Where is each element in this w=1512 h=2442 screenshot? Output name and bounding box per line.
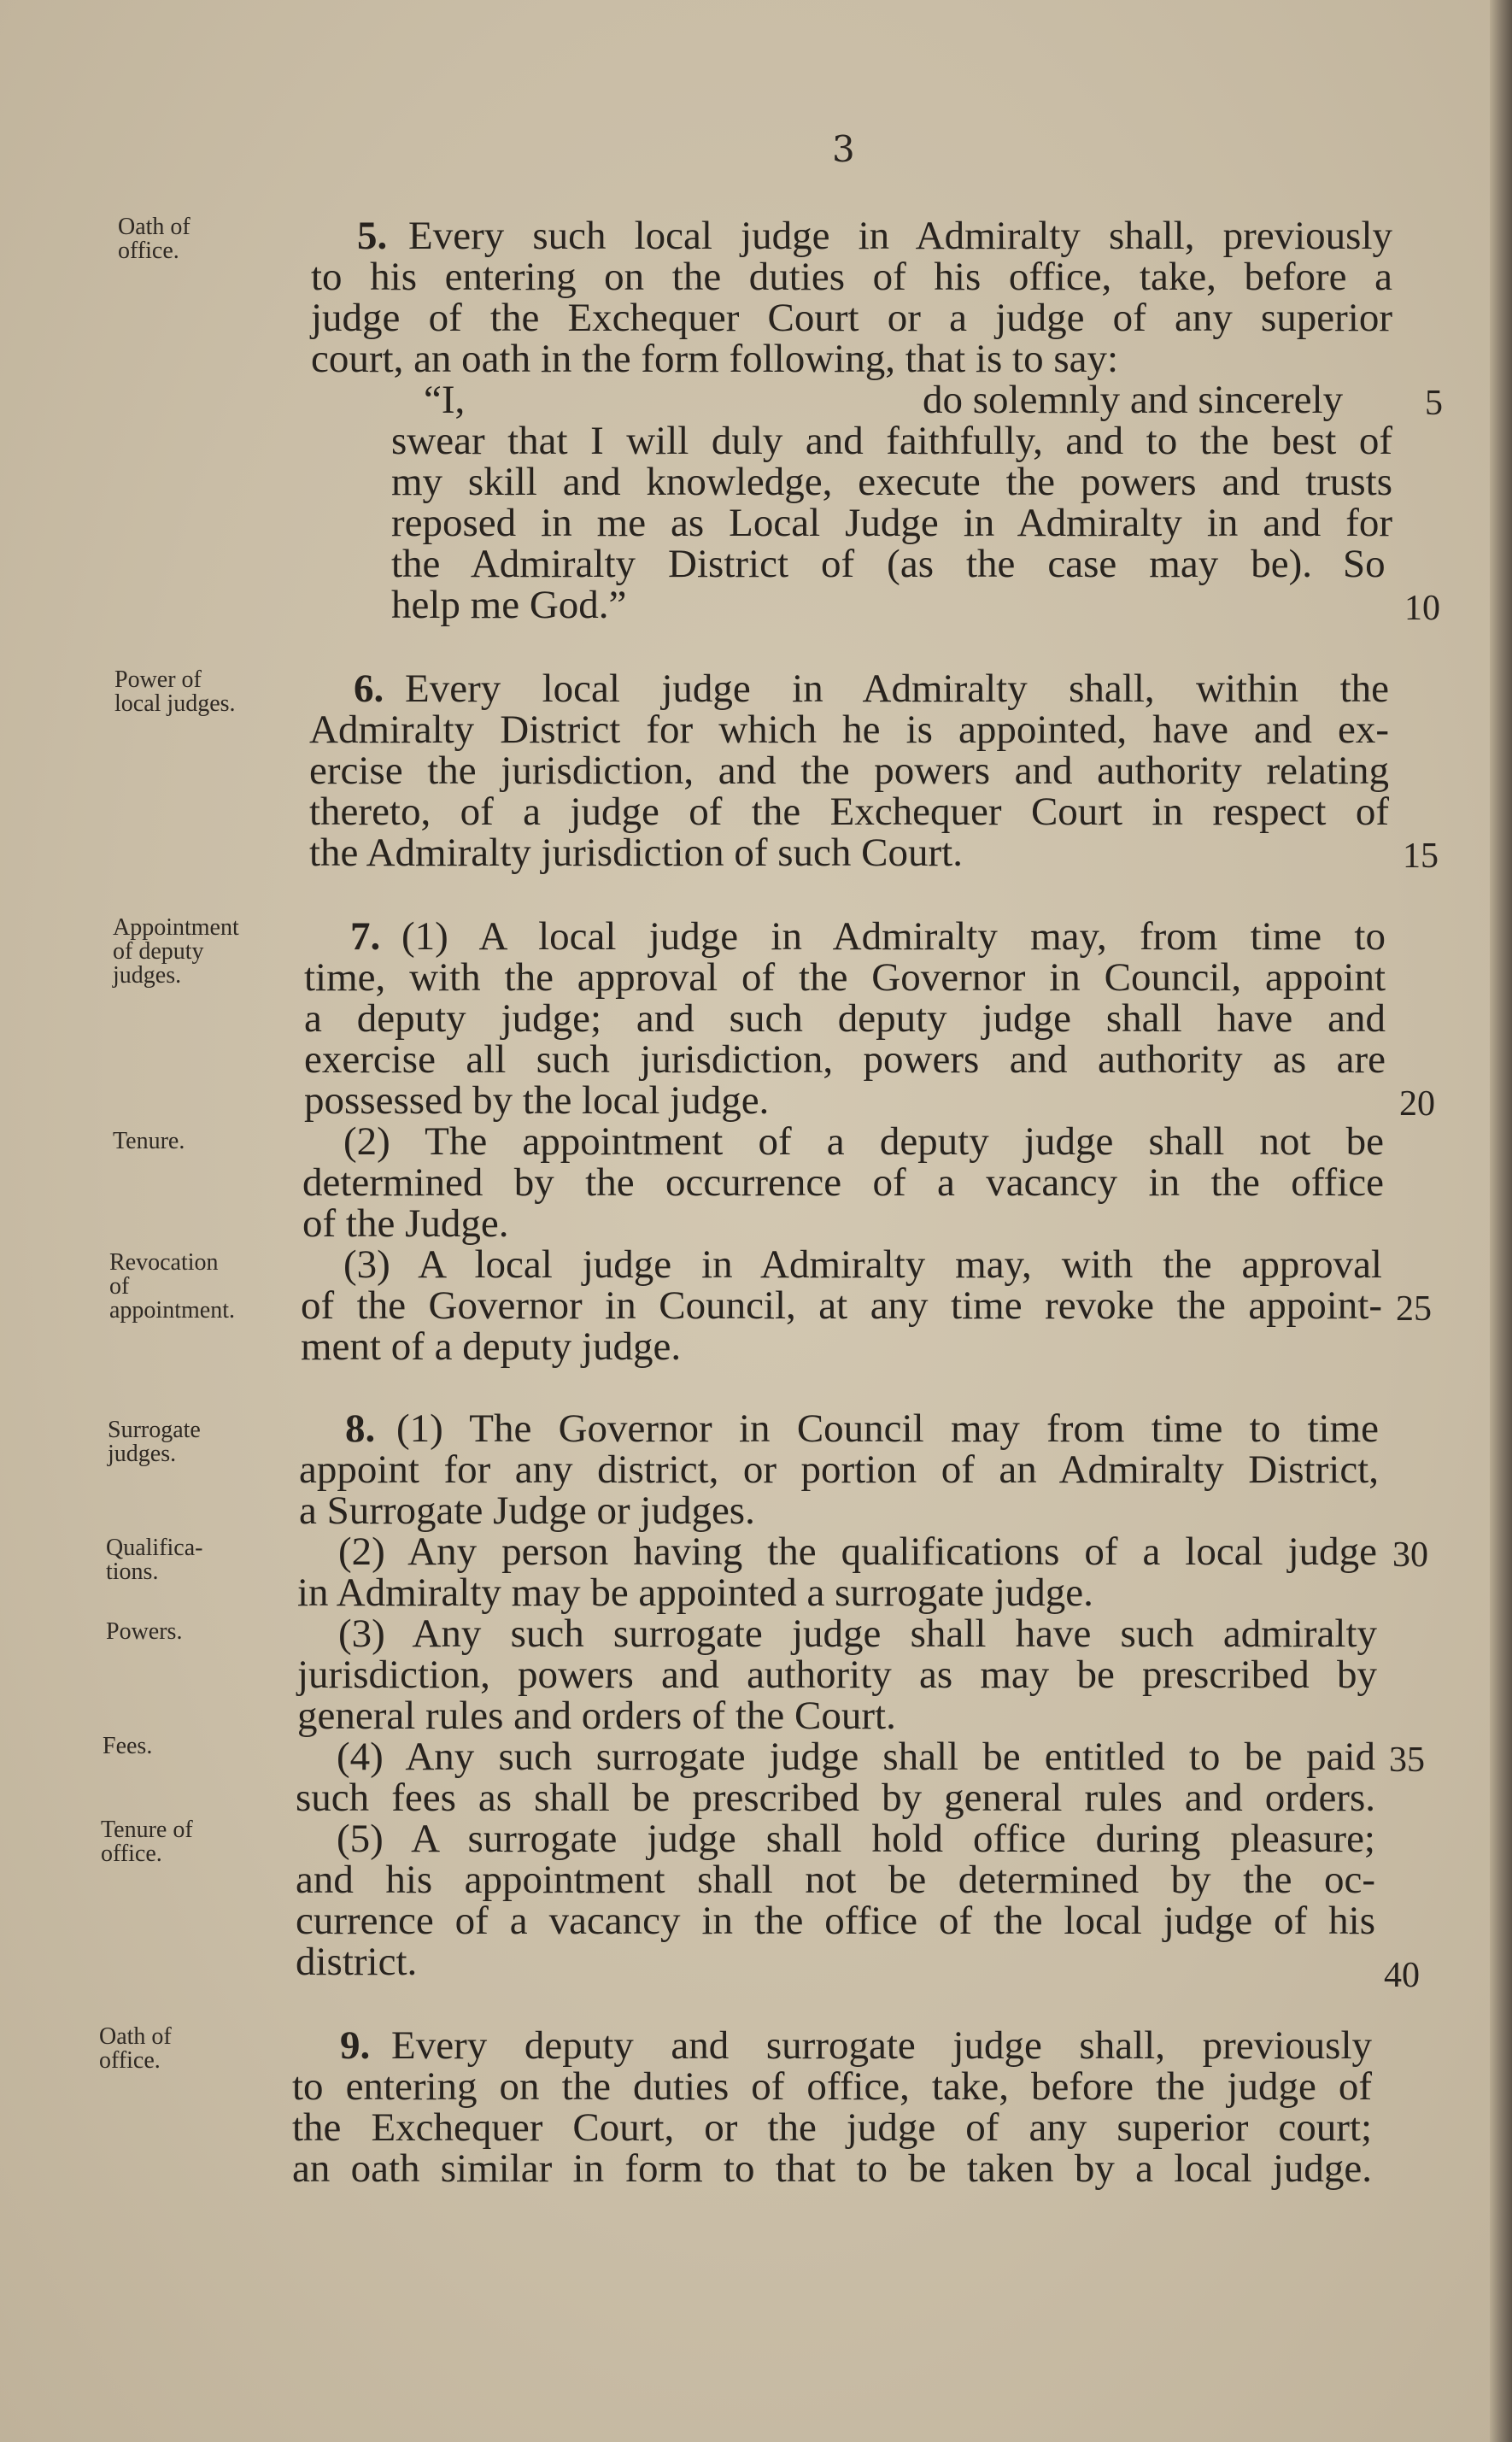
text-line: (2) Any person having the qualifications of a local judge <box>338 1529 1377 1574</box>
margin-note-surrogate-judges <box>108 1418 201 1466</box>
margin-note-revocation-of-appointment <box>109 1251 235 1323</box>
text-line: (1) The Governor in Council may from time to time <box>396 1406 1379 1451</box>
line-number: 40 <box>1384 1956 1420 1995</box>
line-number: 10 <box>1404 589 1440 628</box>
text-line: swear that I will duly and faithfully, and to the best of <box>391 419 1392 463</box>
text-line: determined by the occurrence of a vacancy in the office <box>302 1160 1384 1205</box>
page-number: 3 <box>832 128 855 170</box>
text-line: (1) A local judge in Admiralty may, from time to <box>401 914 1386 959</box>
text-line: a deputy judge; and such deputy judge shall have and <box>304 996 1386 1041</box>
text-line: an oath similar in form to that to be taken by a local judge. <box>292 2146 1372 2191</box>
text-line: jurisdiction, powers and authority as may be prescribed by <box>297 1652 1377 1697</box>
text-line: ercise the jurisdiction, and the powers and authority relating <box>309 748 1389 793</box>
margin-note-line: judges. <box>113 962 182 989</box>
margin-note-power-of-local-judges <box>114 668 236 716</box>
text-line: the Exchequer Court, or the judge of any superior court; <box>292 2105 1372 2150</box>
text-line: a Surrogate Judge or judges. <box>299 1488 755 1533</box>
margin-note-appointment-of-deputy-judges <box>113 916 239 988</box>
text-line: court, an oath in the form following, that is to say: <box>311 337 1119 381</box>
text-line: Admiralty District for which he is appointed, have and ex- <box>309 707 1389 752</box>
line-number: 15 <box>1403 837 1439 876</box>
section-number: 6. <box>354 666 384 711</box>
margin-note-qualifications <box>106 1536 203 1584</box>
margin-note-line: Tenure. <box>113 1128 185 1154</box>
text-line: ment of a deputy judge. <box>301 1324 682 1369</box>
margin-note-oath-of-office <box>118 215 190 263</box>
margin-note-line: Oath of <box>118 214 190 240</box>
text-line: (4) Any such surrogate judge shall be entitled to be paid <box>337 1735 1375 1779</box>
margin-note-tenure <box>113 1130 185 1153</box>
margin-note-tenure-of-office <box>101 1818 193 1866</box>
section-number: 7. <box>350 914 381 959</box>
text-line: (3) A local judge in Admiralty may, with the approval <box>343 1242 1382 1287</box>
section-number: 9. <box>340 2023 371 2068</box>
text-line: in Admiralty may be appointed a surrogate judge. <box>297 1570 1093 1615</box>
text-line: do solemnly and sincerely <box>923 378 1344 422</box>
text-line: the Admiralty jurisdiction of such Court. <box>309 831 963 875</box>
text-line: appoint for any district, or portion of an Admiralty District, <box>299 1447 1379 1492</box>
margin-note-line: Qualifica- <box>106 1535 203 1561</box>
margin-note-line: Appointment <box>113 914 239 941</box>
text-line: to his entering on the duties of his office, take, before a <box>311 255 1392 299</box>
margin-note-line: office. <box>101 1840 162 1867</box>
margin-note-line: appointment. <box>109 1297 235 1324</box>
text-line: to entering on the duties of office, take, before the judge of <box>292 2064 1372 2109</box>
margin-note-line: Powers. <box>106 1618 183 1645</box>
margin-note-line: Tenure of <box>101 1817 193 1843</box>
line-number: 30 <box>1392 1535 1428 1575</box>
line-number: 20 <box>1399 1084 1435 1124</box>
margin-note-line: office. <box>99 2047 161 2074</box>
text-line: (2) The appointment of a deputy judge shall not be <box>343 1119 1384 1164</box>
text-line: thereto, of a judge of the Exchequer Court in respect of <box>309 790 1389 834</box>
margin-note-line: of deputy <box>113 938 204 965</box>
text-line: possessed by the local judge. <box>304 1078 770 1123</box>
text-line: such fees as shall be prescribed by general rules and orders. <box>296 1776 1375 1820</box>
text-line: my skill and knowledge, execute the powers and trusts <box>391 460 1392 504</box>
text-line: (5) A surrogate judge shall hold office during pleasure; <box>337 1817 1375 1861</box>
line-number: 25 <box>1396 1289 1432 1329</box>
margin-note-powers <box>106 1620 182 1644</box>
text-line: Every deputy and surrogate judge shall, previously <box>391 2023 1372 2068</box>
text-line: “I, <box>424 378 466 422</box>
text-line: district. <box>296 1940 418 1984</box>
margin-note-line: office. <box>118 238 179 264</box>
page-spine-shadow <box>1490 0 1512 2442</box>
margin-note-line: Oath of <box>99 2023 172 2050</box>
text-line: So <box>1343 542 1386 586</box>
margin-note-line: local judges. <box>114 690 236 717</box>
text-line: reposed in me as Local Judge in Admiralty in and for <box>391 501 1392 545</box>
text-line: (3) Any such surrogate judge shall have such admiralty <box>338 1611 1377 1656</box>
margin-note-line: Revocation <box>109 1249 219 1276</box>
text-line: exercise all such jurisdiction, powers and authority as are <box>304 1037 1386 1082</box>
margin-note-oath-of-office-2 <box>99 2025 172 2073</box>
text-line: of the Judge. <box>302 1201 509 1246</box>
margin-note-line: judges. <box>108 1441 177 1467</box>
line-number: 35 <box>1389 1741 1425 1780</box>
text-line: judge of the Exchequer Court or a judge of any superior <box>311 296 1392 340</box>
text-line: Every such local judge in Admiralty shall, previously <box>408 214 1392 258</box>
text-line: currence of a vacancy in the office of the local judge of his <box>296 1899 1375 1943</box>
text-line: general rules and orders of the Court. <box>297 1694 896 1738</box>
text-line: Every local judge in Admiralty shall, within the <box>405 666 1389 711</box>
text-line: help me God.” <box>391 583 627 627</box>
section-number: 5. <box>357 214 388 258</box>
margin-note-fees <box>103 1735 152 1758</box>
margin-note-line: Power of <box>114 666 202 693</box>
text-line: and his appointment shall not be determined by the oc- <box>296 1858 1375 1902</box>
line-number: 5 <box>1425 384 1443 423</box>
margin-note-line: Surrogate <box>108 1417 201 1443</box>
margin-note-line: Fees. <box>103 1733 153 1759</box>
section-number: 8. <box>345 1406 376 1451</box>
text-line: of the Governor in Council, at any time revoke the appoint- <box>301 1283 1382 1328</box>
margin-note-line: of <box>109 1273 130 1300</box>
text-line: the Admiralty District of (as the case may be). <box>391 542 1312 586</box>
text-line: time, with the approval of the Governor in Council, appoint <box>304 955 1386 1000</box>
margin-note-line: tions. <box>106 1559 159 1585</box>
